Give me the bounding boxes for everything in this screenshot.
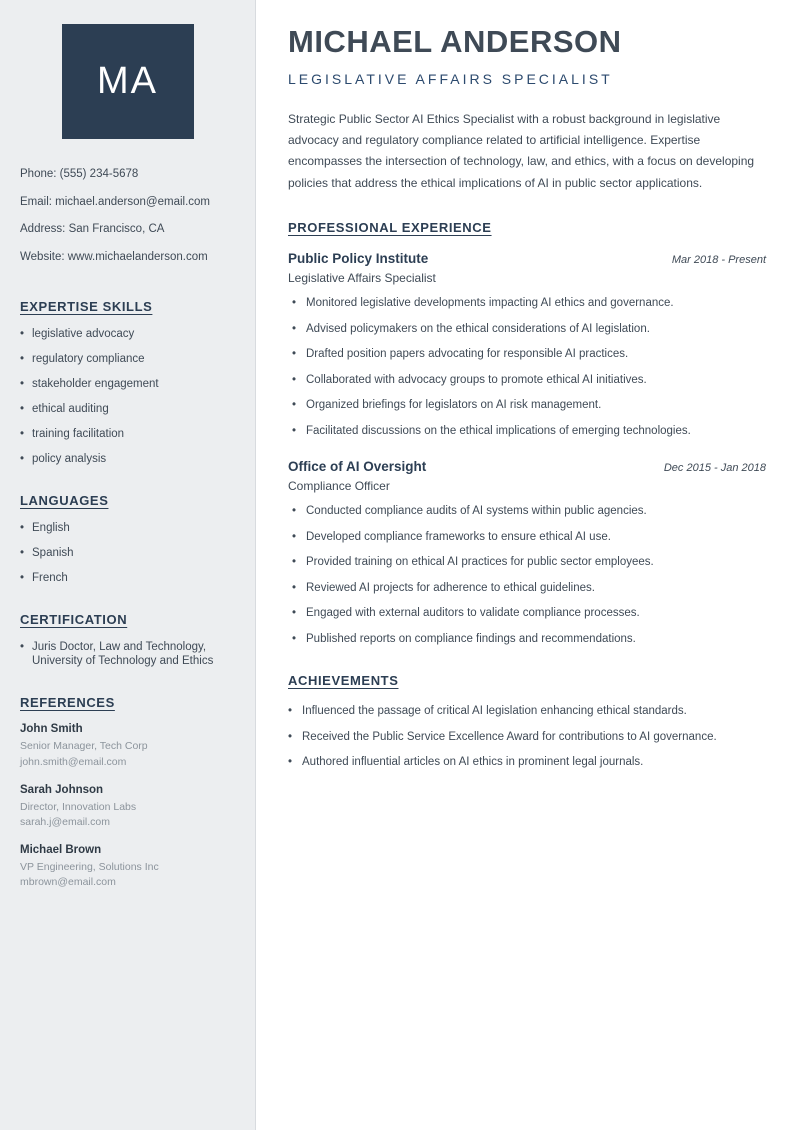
list-item <box>288 530 766 546</box>
main-content <box>256 0 800 1130</box>
bullet-text: Conducted compliance audits of AI systems within public agencies. <box>306 505 647 518</box>
reference-name: Sarah Johnson <box>20 783 104 796</box>
bullet-icon: • <box>20 521 25 534</box>
experience-role: Legislative Affairs Specialist <box>288 271 436 286</box>
section-certification <box>20 612 235 670</box>
bullet-text: Influenced the passage of critical AI legislation enhancing ethical standards. <box>302 705 687 718</box>
experience-bullets <box>288 504 766 647</box>
experience-item <box>288 459 766 647</box>
contact-website: Website: www.michaelanderson.com <box>20 250 208 263</box>
skill-label: training facilitation <box>32 427 125 440</box>
bullet-icon: • <box>288 730 293 743</box>
experience-dates: Dec 2015 - Jan 2018 <box>663 462 766 475</box>
experience-role: Compliance Officer <box>288 479 390 494</box>
bullet-icon: • <box>292 556 297 569</box>
list-item <box>20 452 235 467</box>
sidebar <box>0 0 256 1130</box>
bullet-text: Engaged with external auditors to validate compliance processes. <box>306 607 640 620</box>
experience-organization: Public Policy Institute <box>288 251 429 267</box>
list-item <box>288 504 766 520</box>
reference-email: john.smith@email.com <box>20 755 127 768</box>
bullet-text: Organized briefings for legislators on AI risk management. <box>306 399 602 412</box>
bullet-icon: • <box>292 581 297 594</box>
list-item <box>288 606 766 622</box>
bullet-text: Drafted position papers advocating for responsible AI practices. <box>306 348 629 361</box>
professional-title: LEGISLATIVE AFFAIRS SPECIALIST <box>288 70 613 87</box>
skill-label: legislative advocacy <box>32 328 135 341</box>
section-references <box>20 695 235 890</box>
experience-heading: PROFESSIONAL EXPERIENCE <box>288 220 492 236</box>
bullet-text: Collaborated with advocacy groups to promote ethical AI initiatives. <box>306 373 647 386</box>
bullet-icon: • <box>292 632 297 645</box>
reference-role: VP Engineering, Solutions Inc <box>20 861 159 874</box>
list-item <box>288 704 766 720</box>
list-item <box>288 555 766 571</box>
achievements-heading: ACHIEVEMENTS <box>288 673 399 689</box>
language-label: English <box>32 521 70 534</box>
bullet-icon: • <box>292 322 297 335</box>
bullet-icon: • <box>292 424 297 437</box>
bullet-icon: • <box>292 505 297 518</box>
bullet-text: Facilitated discussions on the ethical implications of emerging technologies. <box>306 424 691 437</box>
page-title: MICHAEL ANDERSON <box>288 24 622 59</box>
references-heading: REFERENCES <box>20 695 115 711</box>
bullet-text: Reviewed AI projects for adherence to ethical guidelines. <box>306 581 595 594</box>
list-item <box>20 640 235 670</box>
language-label: French <box>32 571 68 584</box>
reference-item <box>20 723 235 769</box>
avatar <box>62 24 194 139</box>
contact-email: Email: michael.anderson@email.com <box>20 195 210 208</box>
bullet-icon: • <box>292 348 297 361</box>
experience-organization: Office of AI Oversight <box>288 459 427 475</box>
certification-label: Juris Doctor, Law and Technology, University of Technology and Ethics <box>32 640 214 668</box>
reference-email: mbrown@email.com <box>20 876 116 889</box>
list-item <box>20 427 235 442</box>
achievements-bullets <box>288 704 766 771</box>
list-item <box>288 755 766 771</box>
list-item <box>20 377 235 392</box>
contact-list <box>20 167 235 265</box>
list-item <box>288 398 766 414</box>
bullet-icon: • <box>20 452 25 465</box>
skill-label: stakeholder engagement <box>32 377 159 390</box>
bullet-text: Provided training on ethical AI practices for public sector employees. <box>306 556 654 569</box>
bullet-icon: • <box>20 353 25 365</box>
skill-label: regulatory compliance <box>32 353 145 365</box>
list-item <box>288 632 766 648</box>
list-item <box>20 571 235 586</box>
bullet-icon: • <box>292 530 297 543</box>
section-achievements <box>288 673 766 771</box>
bullet-icon: • <box>288 705 293 718</box>
languages-heading: LANGUAGES <box>20 492 109 508</box>
experience-header <box>288 251 766 266</box>
section-languages <box>20 493 235 586</box>
list-item <box>288 730 766 746</box>
reference-email: sarah.j@email.com <box>20 816 111 829</box>
bullet-icon: • <box>20 328 25 341</box>
bullet-text: Published reports on compliance findings and recommendations. <box>306 632 636 645</box>
experience-dates: Mar 2018 - Present <box>671 254 766 267</box>
bullet-icon: • <box>20 640 25 653</box>
reference-name: John Smith <box>20 723 83 736</box>
list-item <box>288 424 766 440</box>
list-item <box>20 352 235 367</box>
bullet-text: Authored influential articles on AI ethics in prominent legal journals. <box>302 756 644 769</box>
skill-label: policy analysis <box>32 452 107 465</box>
list-item <box>20 402 235 417</box>
bullet-text: Monitored legislative developments impacting AI ethics and governance. <box>306 297 674 310</box>
list-item <box>20 546 235 561</box>
bullet-icon: • <box>20 571 25 584</box>
bullet-icon: • <box>292 297 297 310</box>
bullet-icon: • <box>292 607 297 620</box>
expertise-skills-heading: EXPERTISE SKILLS <box>20 299 153 315</box>
list-item <box>288 581 766 597</box>
bullet-text: Advised policymakers on the ethical considerations of AI legislation. <box>306 322 650 335</box>
certification-heading: CERTIFICATION <box>20 611 128 627</box>
list-item <box>20 521 235 536</box>
bullet-icon: • <box>20 402 25 415</box>
skill-label: ethical auditing <box>32 402 109 415</box>
experience-header <box>288 459 766 474</box>
contact-address: Address: San Francisco, CA <box>20 223 165 236</box>
list-item <box>288 322 766 338</box>
experience-item <box>288 251 766 439</box>
bullet-text: Developed compliance frameworks to ensure ethical AI use. <box>306 530 611 543</box>
summary-paragraph: Strategic Public Sector AI Ethics Specialist with a robust background in legislative advocacy and regulatory compliance related to artificial intelligence. Expertise encompasses the intersection of technology, law, and ethics, with a focus on developing policies that address the ethical implications of AI in public sector applications. <box>288 111 755 190</box>
section-professional-experience <box>288 220 766 647</box>
bullet-icon: • <box>20 377 25 390</box>
section-expertise-skills <box>20 299 235 467</box>
experience-bullets <box>288 296 766 439</box>
list-item <box>288 347 766 363</box>
reference-role: Director, Innovation Labs <box>20 800 137 813</box>
reference-role: Senior Manager, Tech Corp <box>20 740 148 753</box>
list-item <box>288 296 766 312</box>
list-item <box>20 327 235 342</box>
bullet-icon: • <box>20 427 25 440</box>
reference-item <box>20 784 235 830</box>
reference-name: Michael Brown <box>20 844 102 857</box>
bullet-icon: • <box>288 756 293 769</box>
bullet-text: Received the Public Service Excellence Award for contributions to AI governance. <box>302 730 717 743</box>
bullet-icon: • <box>292 373 297 386</box>
contact-phone: Phone: (555) 234-5678 <box>20 168 139 180</box>
avatar-initials: MA <box>97 60 158 102</box>
list-item <box>288 373 766 389</box>
bullet-icon: • <box>20 546 25 559</box>
language-label: Spanish <box>32 546 74 559</box>
reference-item <box>20 844 235 890</box>
bullet-icon: • <box>292 399 297 412</box>
